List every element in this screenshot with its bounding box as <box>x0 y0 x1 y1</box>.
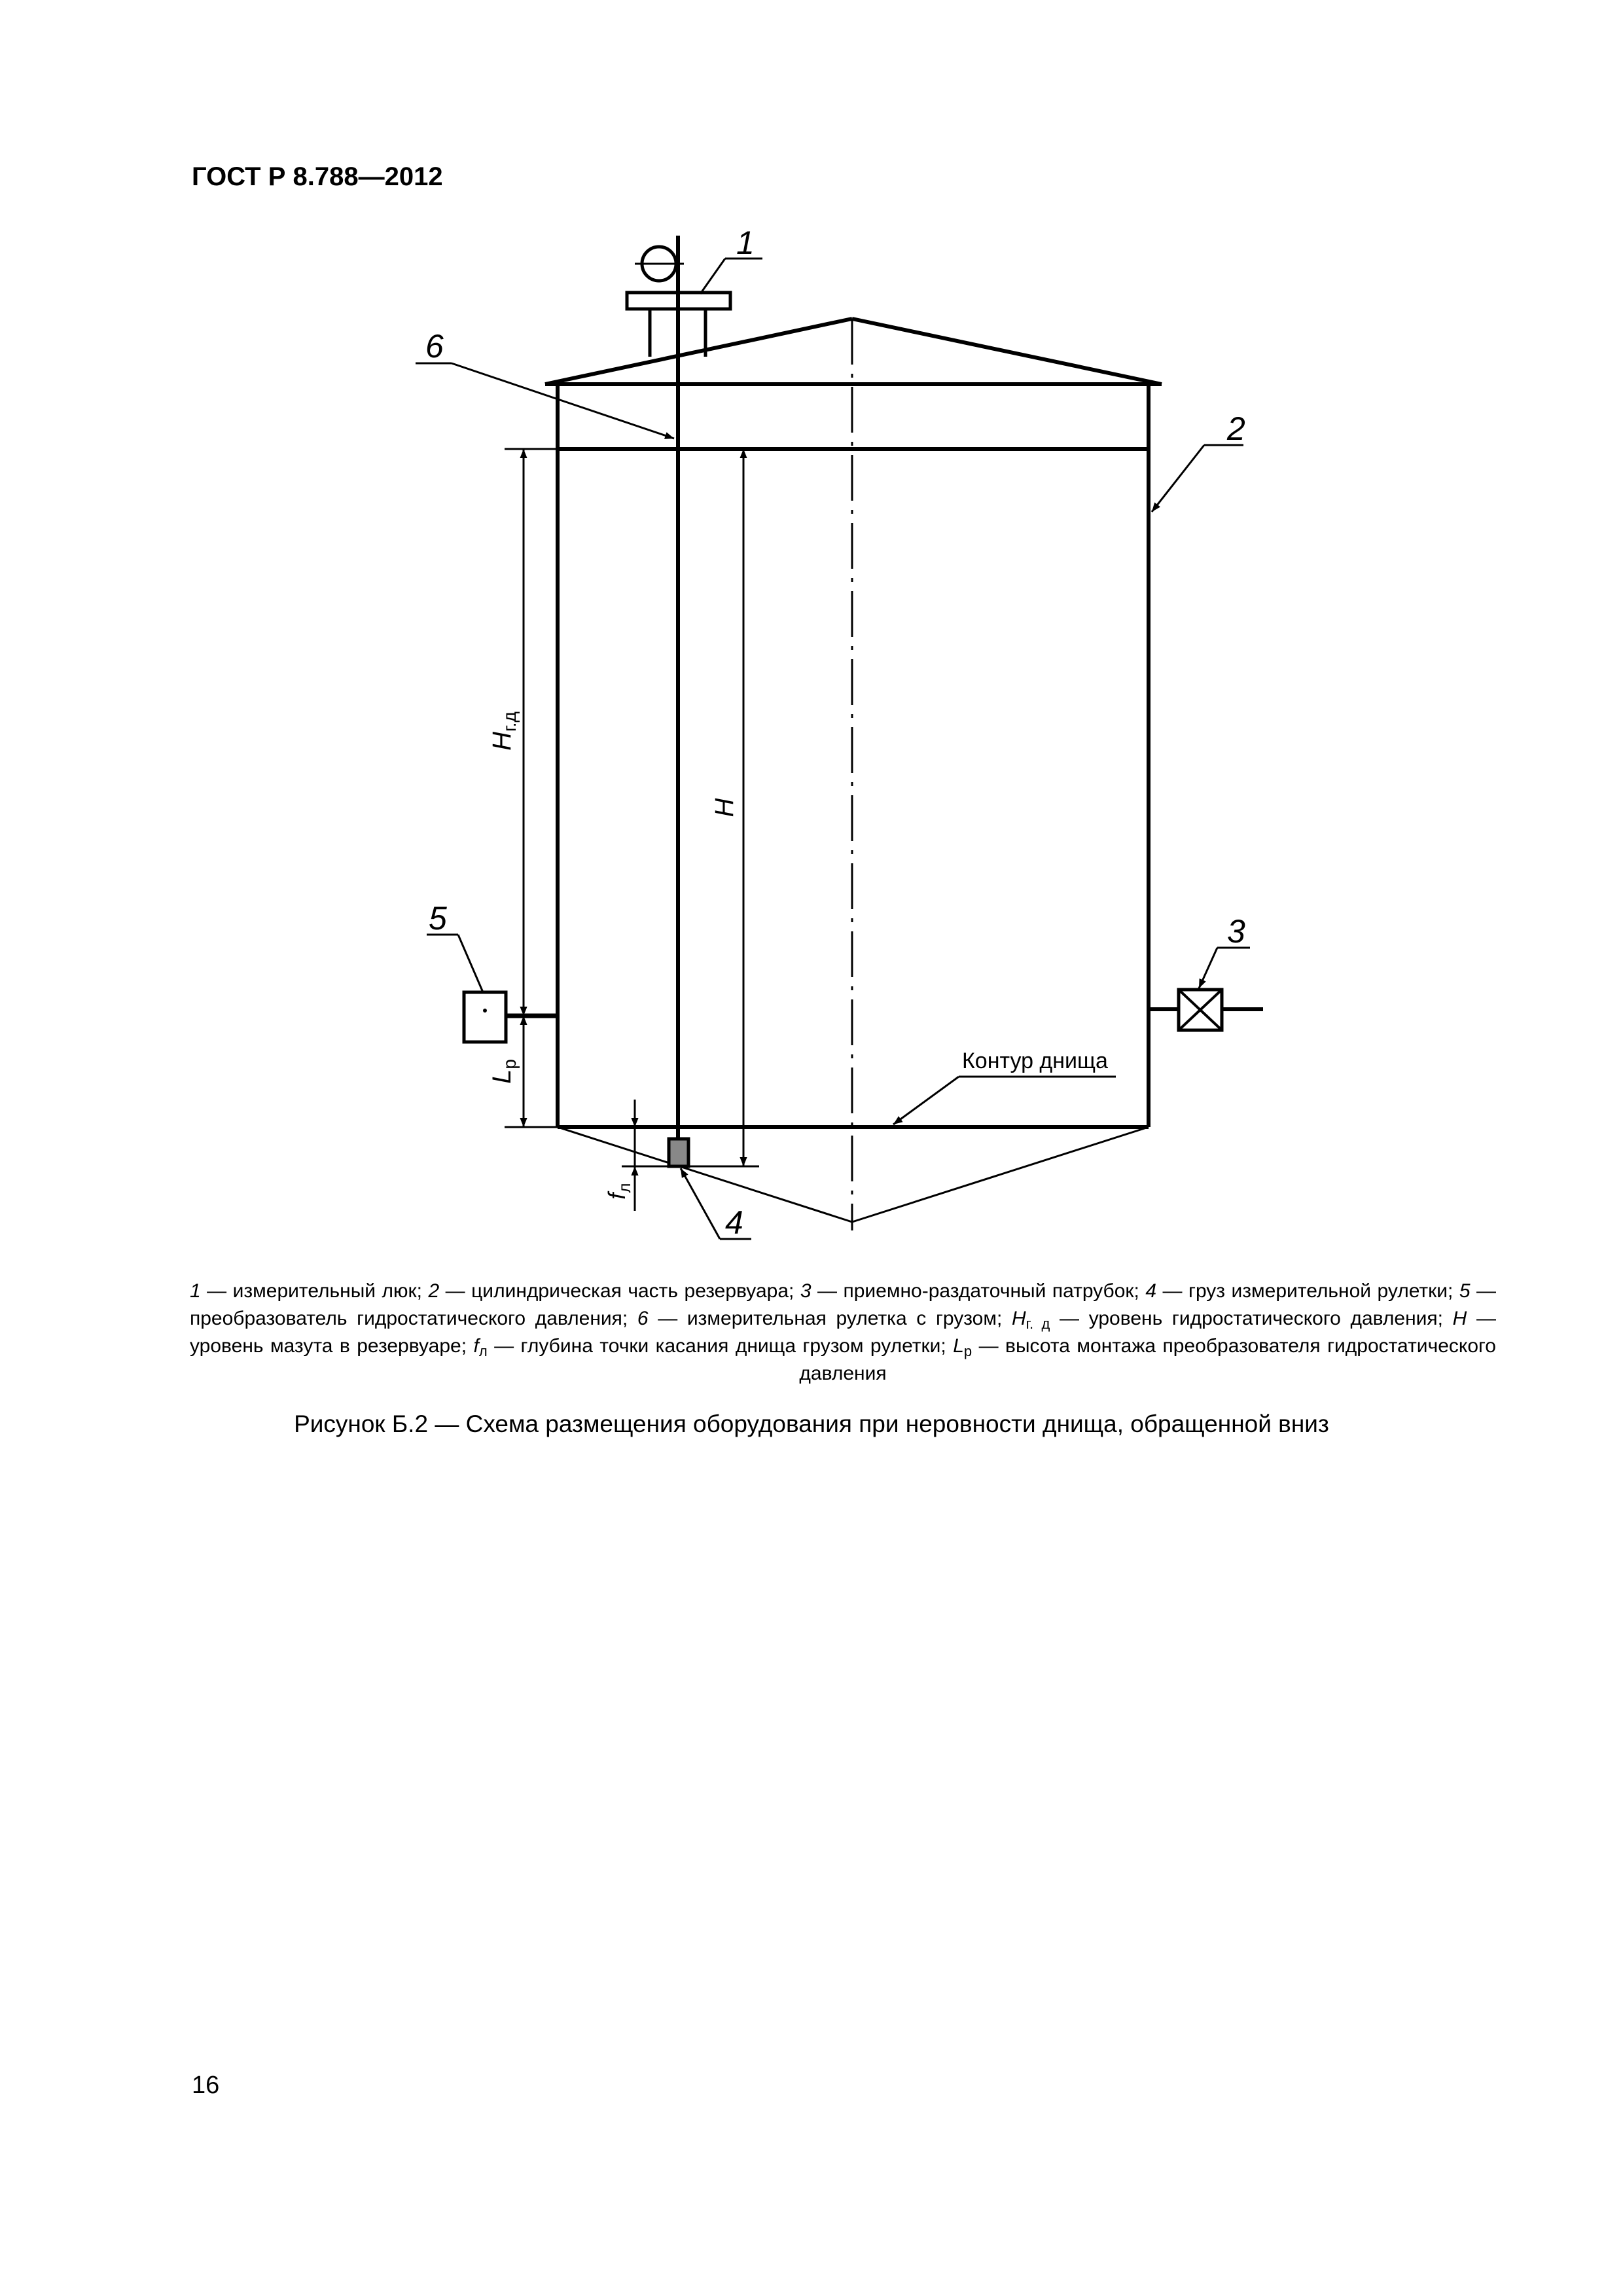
dim-label-h: H <box>710 798 739 817</box>
figure-legend: 1 — измерительный люк; 2 — цилиндрическая часть резервуара; 3 — приемно-раздаточный патрубок; 4 — груз измерительной рулетки; 5 — преобразователь гидростатического давления; 6 — измерительная рулетка с грузом; $H_{г. д}$ — уровень гидростатического давления; H — уровень мазута в резервуаре; $f_л$ — глубина точки касания днища грузом рулетки; $L_р$ — высота монтажа преобразователя гидростатического давления <box>190 1280 1497 1384</box>
svg-text:5: 5 <box>429 900 447 937</box>
hydrostatic-pressure-converter <box>464 992 558 1042</box>
receive-dispense-nozzle <box>1149 990 1263 1030</box>
svg-text:Контур днища: Контур днища <box>962 1049 1108 1073</box>
document-standard-header: ГОСТ Р 8.788—2012 <box>192 162 443 191</box>
page-number: 16 <box>192 2072 220 2099</box>
svg-text:1: 1 <box>736 224 755 261</box>
callout-1 <box>700 224 762 294</box>
svg-text:2: 2 <box>1227 410 1245 447</box>
svg-text:6: 6 <box>425 328 444 365</box>
dim-label-hgd: $H_{г.д}$ <box>488 711 520 751</box>
tank-roof <box>545 319 1162 384</box>
svg-text:3: 3 <box>1227 913 1245 950</box>
dim-label-fl: $f_л$ <box>603 1183 634 1200</box>
bottom-contour-callout <box>893 1049 1116 1124</box>
tape-weight <box>669 1139 688 1166</box>
figure-caption: Рисунок Б.2 — Схема размещения оборудования при неровности днища, обращенной вниз <box>294 1410 1329 1437</box>
callout-2 <box>1152 410 1245 512</box>
callout-3 <box>1199 913 1250 988</box>
callout-4 <box>681 1168 751 1241</box>
dim-label-lp: $L_р$ <box>488 1059 520 1084</box>
svg-text:4: 4 <box>725 1204 743 1241</box>
callout-5 <box>427 900 483 992</box>
